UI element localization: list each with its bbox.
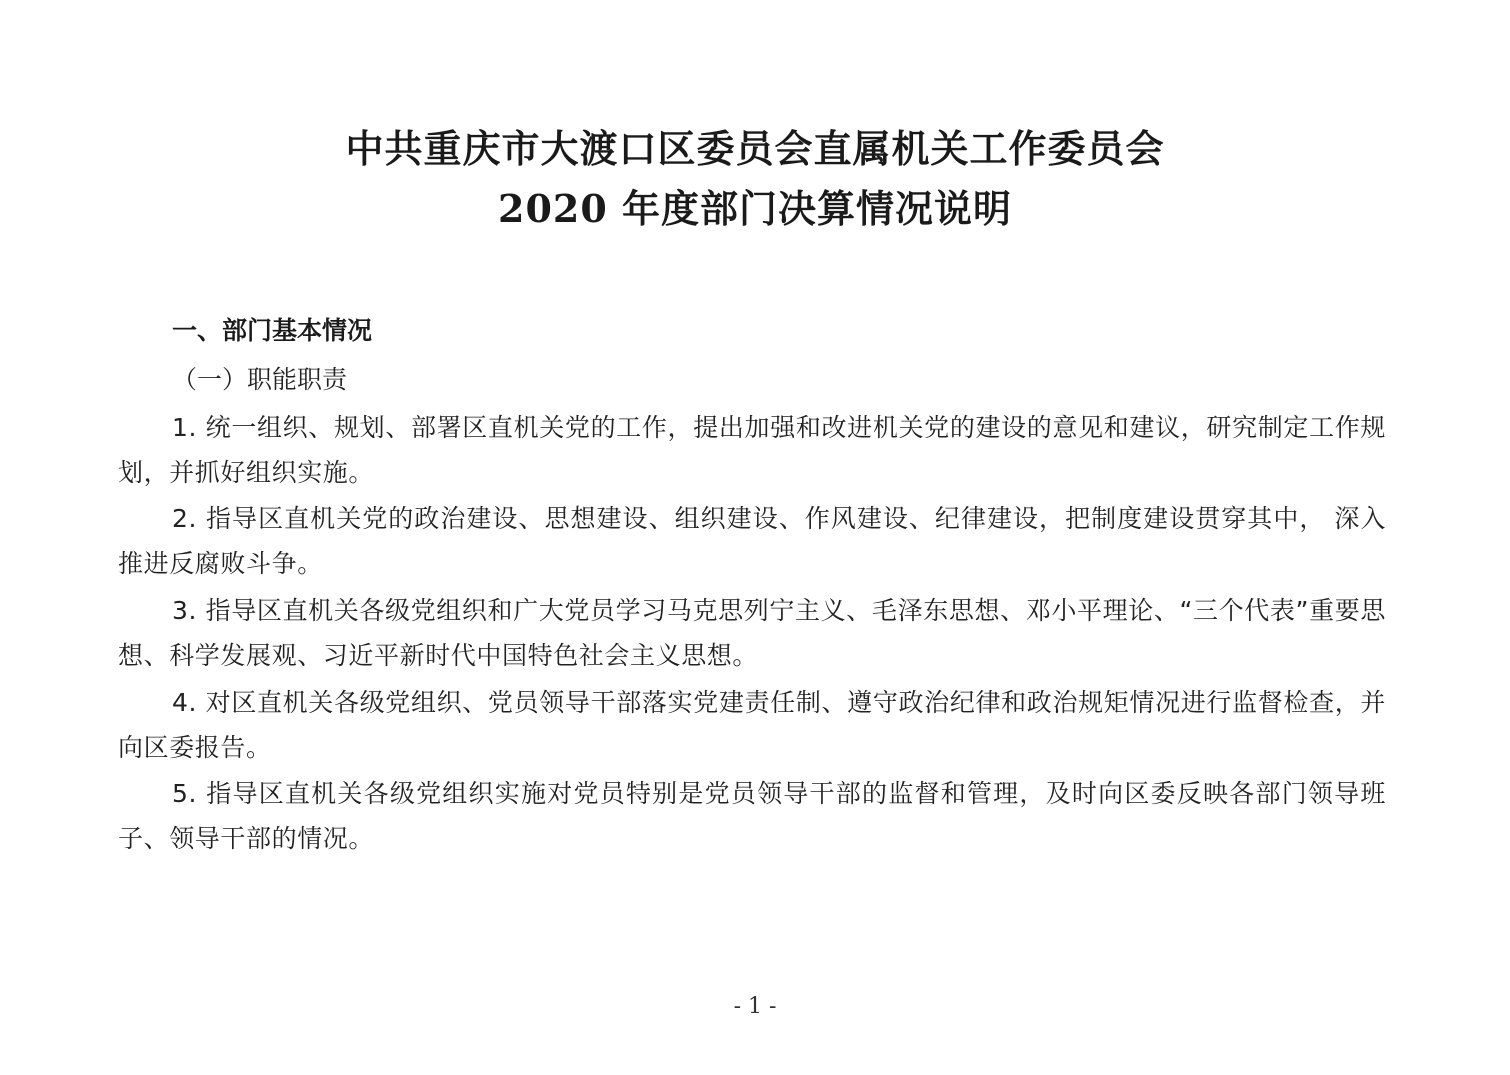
paragraph-1: 1. 统一组织、规划、部署区直机关党的工作，提出加强和改进机关党的建设的意见和建议，研究制定工作规划，并抓好组织实施。 bbox=[118, 413, 1386, 487]
paragraph-2: 2. 指导区直机关党的政治建设、思想建设、组织建设、作风建设、纪律建设，把制度建设贯穿其中， 深入推进反腐败斗争。 bbox=[118, 504, 1386, 578]
paragraph-4: 4. 对区直机关各级党组织、党员领导干部落实党建责任制、遵守政治纪律和政治规矩情况进行监督检查，并向区委报告。 bbox=[118, 688, 1386, 762]
page-number: - 1 - bbox=[733, 994, 777, 1019]
document-title-line-1: 中共重庆市大渡口区委员会直属机关工作委员会 bbox=[345, 126, 1165, 171]
section-heading: 一、部门基本情况 bbox=[172, 316, 373, 345]
paragraph-5: 5. 指导区直机关各级党组织实施对党员特别是党员领导干部的监督和管理，及时向区委反映各部门领导班子、领导干部的情况。 bbox=[118, 779, 1386, 853]
paragraph-3: 3. 指导区直机关各级党组织和广大党员学习马克思列宁主义、毛泽东思想、邓小平理论、“三个代表”重要思想、科学发展观、习近平新时代中国特色社会主义思想。 bbox=[118, 596, 1386, 670]
subsection-heading: （一）职能职责 bbox=[172, 365, 348, 394]
document-title-line-2: 2020 年度部门决算情况说明 bbox=[498, 186, 1012, 231]
